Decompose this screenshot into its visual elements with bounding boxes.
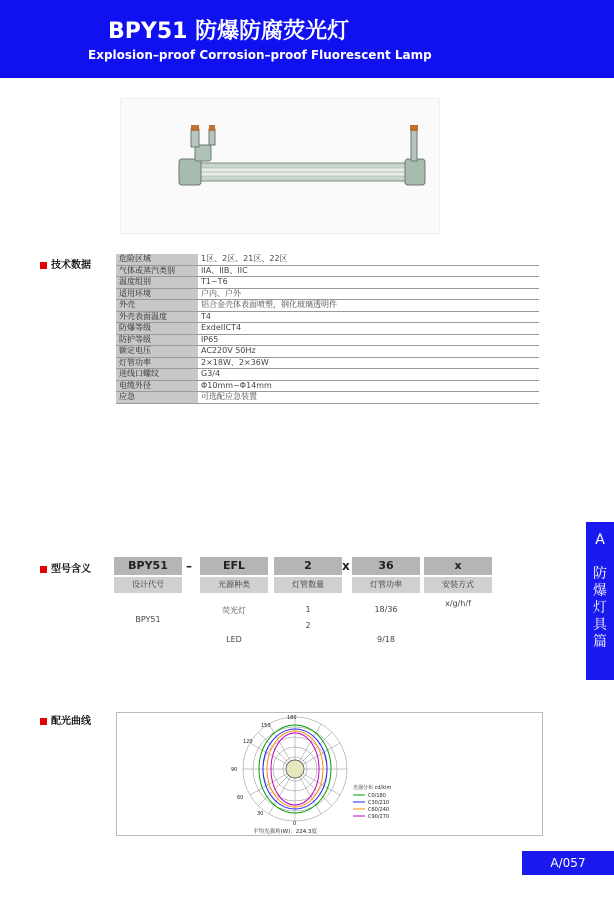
- legend-item: C90/270: [368, 814, 390, 820]
- table-row: 外壳表面温度 T4: [116, 311, 539, 323]
- table-row: 防爆等级 ExdeIICT4: [116, 323, 539, 335]
- model-separator: –: [186, 559, 192, 573]
- fluorescent-lamp-image: [121, 99, 439, 233]
- product-subtitle: Explosion–proof Corrosion–proof Fluorescent Lamp: [88, 48, 432, 62]
- angle-label: 90: [231, 767, 238, 773]
- spec-table: [116, 254, 539, 404]
- table-row: 危险区域 1区、2区、21区、22区: [116, 254, 539, 265]
- polar-diagram: [117, 713, 542, 835]
- legend-item: C0/180: [368, 793, 386, 799]
- legend-item: C30/210: [368, 800, 390, 806]
- bullet-square-icon: [40, 718, 47, 725]
- model-col-design: BPY51 设计代号 BPY51: [114, 557, 182, 593]
- section-specs-label: 技术数据: [40, 256, 91, 271]
- angle-label: 60: [237, 795, 244, 801]
- model-separator: x: [342, 559, 350, 573]
- model-col-power: 36 灯管功率 18/36 9/18: [352, 557, 420, 593]
- table-row: 灯管功率 2×18W、2×36W: [116, 357, 539, 369]
- product-photo: [120, 98, 440, 234]
- angle-label: 180: [287, 715, 297, 721]
- model-breakdown: [114, 557, 494, 667]
- legend-title: 光强分布 cd/klm: [353, 785, 392, 791]
- table-row: 防护等级 IP65: [116, 334, 539, 346]
- lamp-center-icon: [286, 760, 304, 778]
- legend-item: C60/240: [368, 807, 390, 813]
- angle-label: 30: [257, 811, 264, 817]
- page-header: [0, 0, 614, 78]
- product-title: BPY51 防爆防腐荧光灯: [108, 19, 350, 44]
- table-row: 气体或蒸汽类别 IIA、IIB、IIC: [116, 265, 539, 277]
- angle-label: 0: [293, 821, 297, 827]
- table-row: 电缆外径 Φ10mm~Φ14mm: [116, 380, 539, 392]
- curve-footer: 平均光强角(W)：224.3度: [253, 829, 317, 835]
- table-row: 额定电压 AC220V 50Hz: [116, 346, 539, 358]
- side-category-tab: A 防 爆 灯 具 篇: [586, 522, 614, 680]
- table-row: 进线口螺纹 G3/4: [116, 369, 539, 381]
- table-row: 温度组别 T1~T6: [116, 277, 539, 289]
- table-row: 应急 可选配应急装置: [116, 392, 539, 404]
- table-row: 适用环境 户内、户外: [116, 288, 539, 300]
- model-col-mount: x 安装方式 x/g/h/f: [424, 557, 492, 593]
- model-col-count: 2 灯管数量 1 2: [274, 557, 342, 593]
- page-number: A/057: [522, 851, 614, 875]
- table-row: 外壳 铝合金壳体表面喷塑，钢化玻璃透明件: [116, 300, 539, 312]
- section-model-label: 型号含义: [40, 560, 91, 575]
- angle-label: 120: [243, 739, 253, 745]
- bullet-square-icon: [40, 262, 47, 269]
- bullet-square-icon: [40, 566, 47, 573]
- model-col-source: EFL 光源种类 荧光灯 LED: [200, 557, 268, 593]
- angle-label: 150: [261, 723, 271, 729]
- light-distribution-chart: [116, 712, 543, 836]
- section-curve-label: 配光曲线: [40, 712, 91, 727]
